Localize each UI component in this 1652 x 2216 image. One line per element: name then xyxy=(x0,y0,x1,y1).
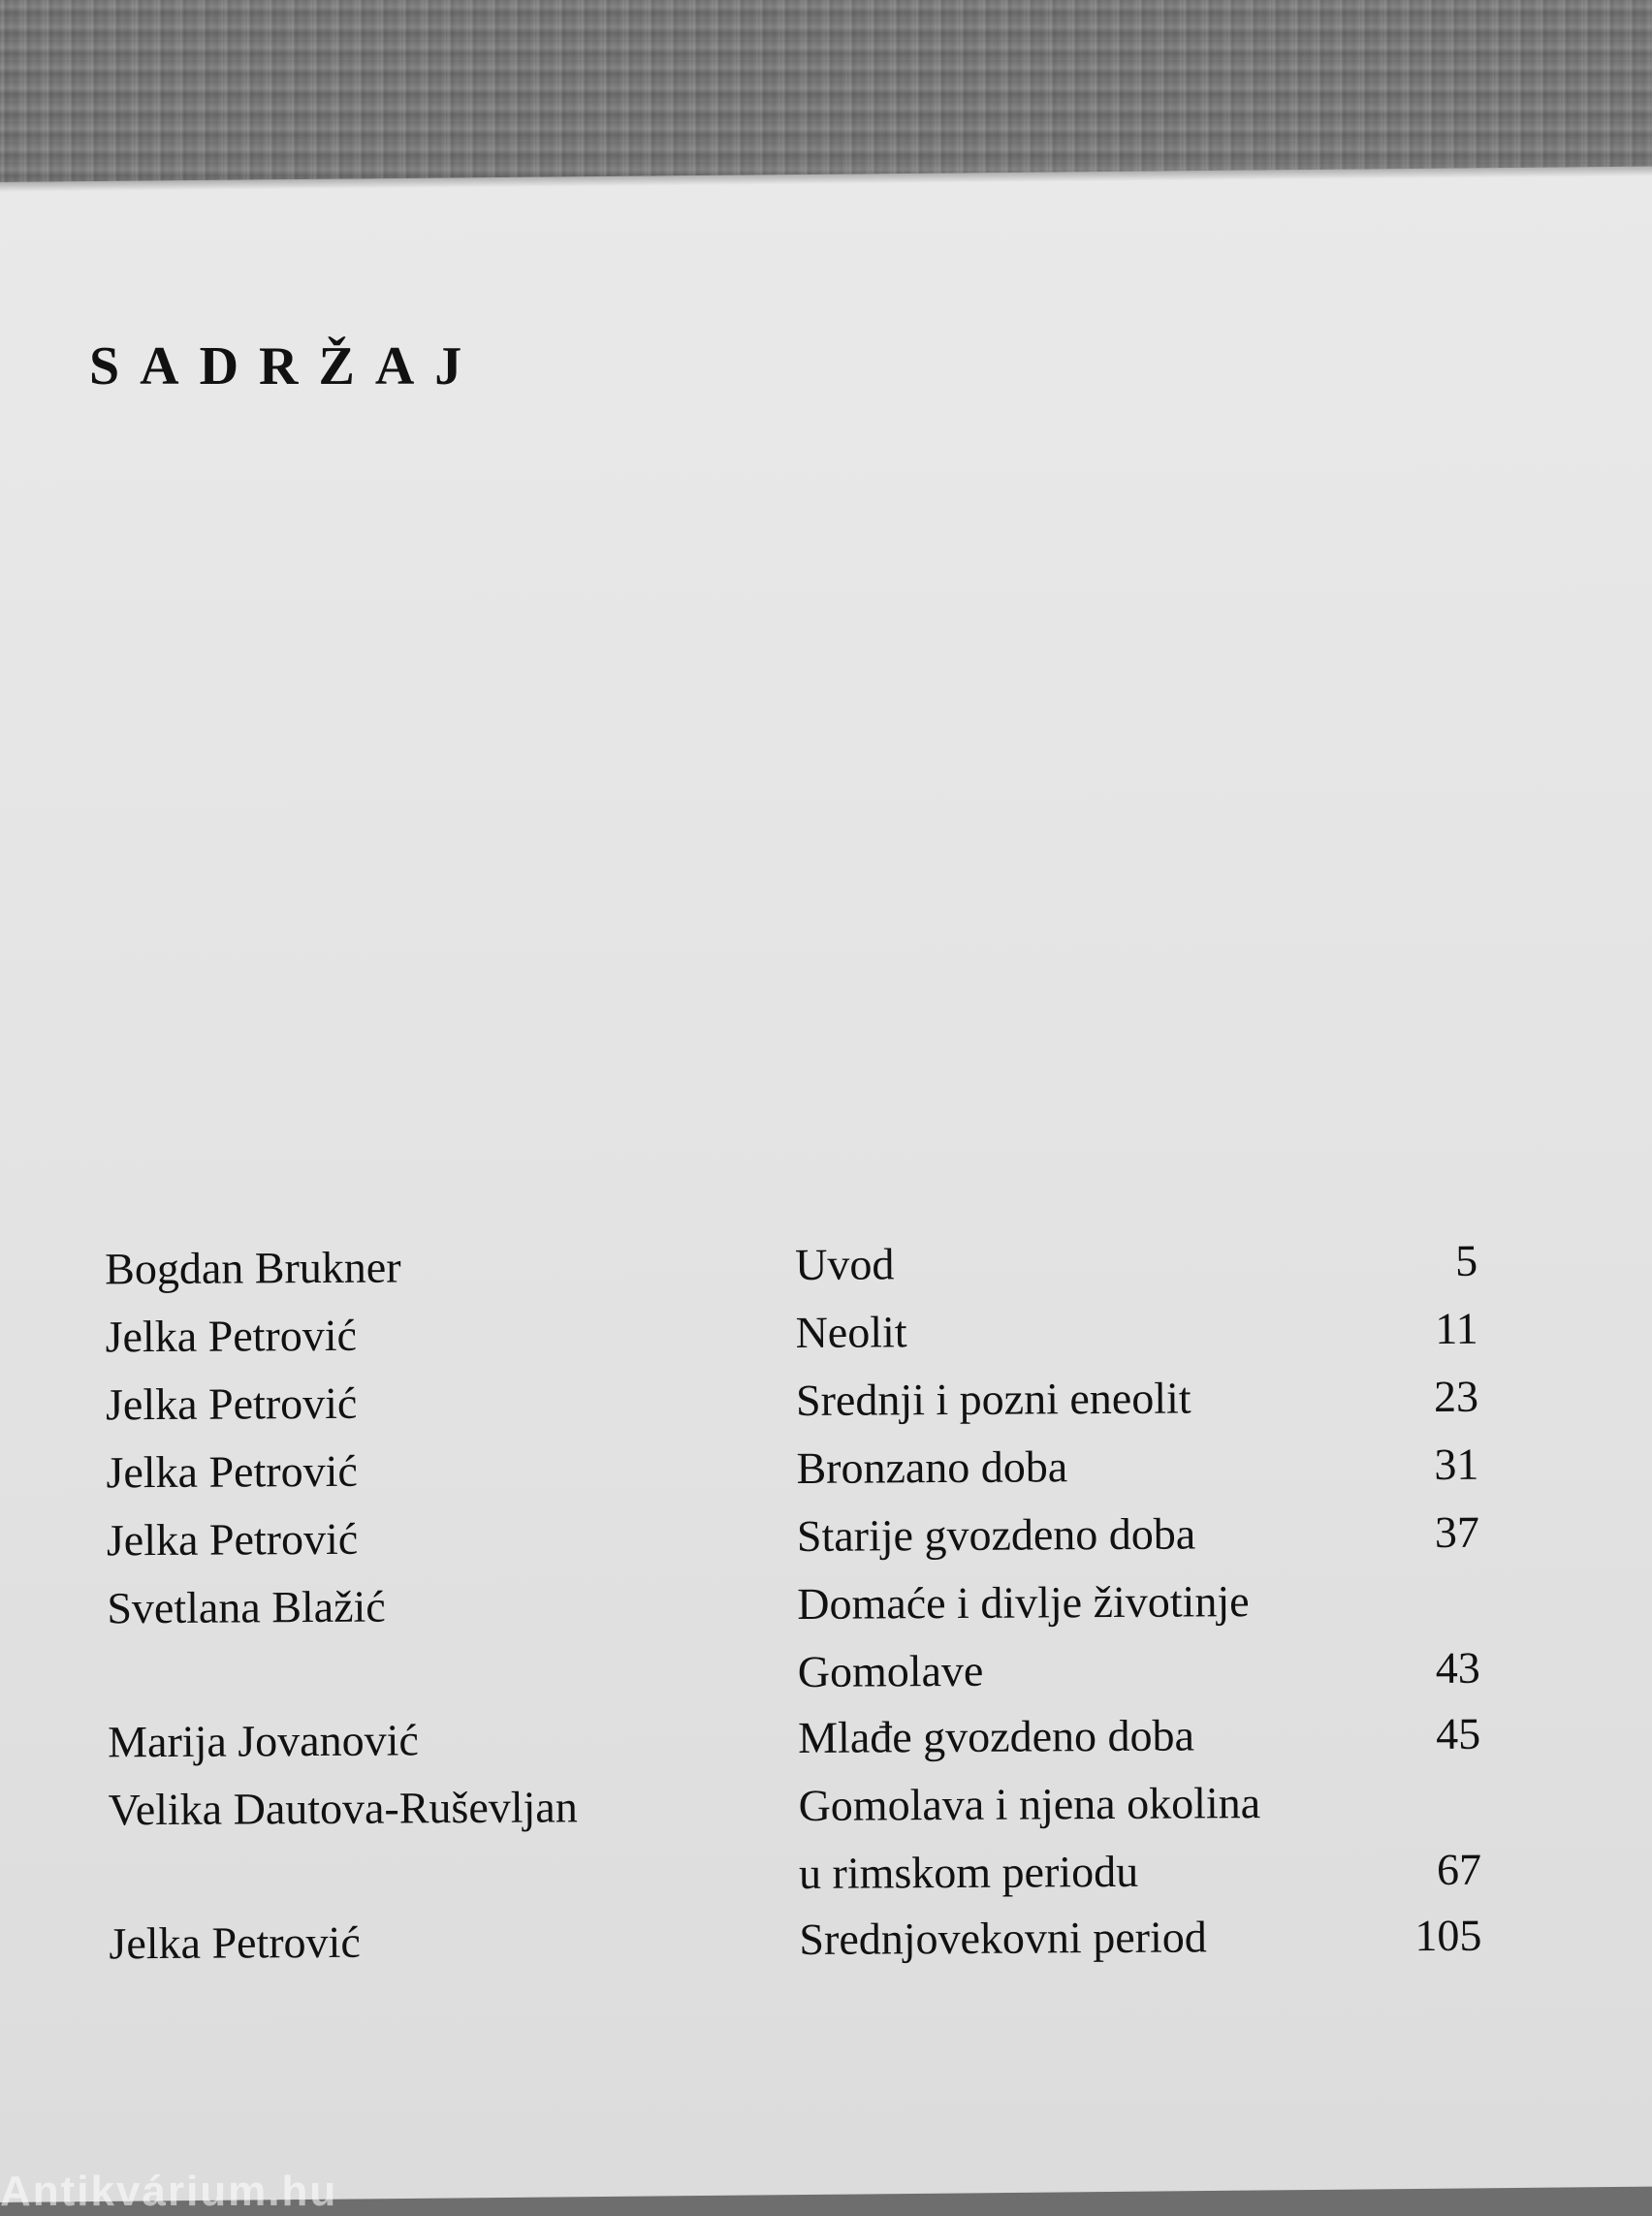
toc-chapter-title-continued: Gomolave xyxy=(797,1645,984,1696)
toc-author: Jelka Petrović xyxy=(106,1513,359,1566)
toc-author: Jelka Petrović xyxy=(105,1377,358,1430)
toc-chapter-title: Gomolava i njena okolina xyxy=(798,1778,1261,1830)
toc-entry xyxy=(4,1901,1652,1979)
watermark: Antikvárium.hu xyxy=(0,2168,338,2215)
toc-entry xyxy=(0,1226,1652,1304)
toc-entry xyxy=(0,1294,1652,1372)
toc-entry-continuation xyxy=(4,1835,1652,1911)
toc-chapter-title: Neolit xyxy=(795,1307,907,1357)
toc-chapter-title: Uvod xyxy=(795,1239,895,1289)
toc-entry xyxy=(3,1767,1652,1845)
toc-author: Jelka Petrović xyxy=(105,1310,358,1362)
toc-page-number: 45 xyxy=(1436,1708,1481,1758)
toc-chapter-title: Domaće i divlje životinje xyxy=(797,1576,1250,1629)
toc-chapter-title: Bronzano doba xyxy=(796,1441,1068,1493)
toc-entry xyxy=(2,1498,1652,1575)
toc-entry xyxy=(1,1430,1652,1507)
toc-author: Svetlana Blažić xyxy=(107,1581,386,1633)
toc-page-number: 11 xyxy=(1435,1303,1478,1353)
toc-author: Marija Jovanović xyxy=(108,1715,419,1767)
table-of-contents xyxy=(0,1226,1652,1979)
toc-entry-continuation xyxy=(3,1633,1652,1709)
toc-entry xyxy=(2,1566,1652,1643)
toc-chapter-title: Srednji i pozni eneolit xyxy=(795,1373,1191,1425)
toc-author: Jelka Petrović xyxy=(109,1916,361,1969)
toc-entry xyxy=(1,1362,1652,1440)
toc-author: Jelka Petrović xyxy=(106,1445,358,1498)
toc-page-number: 37 xyxy=(1434,1506,1480,1557)
toc-author: Bogdan Brukner xyxy=(105,1242,401,1294)
page-title: SADRŽAJ xyxy=(89,336,483,396)
toc-page-number: 43 xyxy=(1435,1642,1480,1693)
toc-page-number: 67 xyxy=(1436,1844,1482,1894)
toc-page-number: 105 xyxy=(1414,1910,1482,1961)
toc-page-number: 5 xyxy=(1455,1235,1478,1285)
toc-page-number: 23 xyxy=(1433,1371,1479,1421)
toc-entry xyxy=(3,1699,1652,1777)
toc-chapter-title: Starije gvozdeno doba xyxy=(796,1508,1196,1561)
toc-chapter-title-continued: u rimskom periodu xyxy=(798,1846,1139,1898)
toc-author: Velika Dautova-Ruševljan xyxy=(108,1782,578,1835)
toc-page-number: 31 xyxy=(1434,1439,1479,1489)
toc-chapter-title: Mlađe gvozdeno doba xyxy=(798,1710,1195,1762)
toc-chapter-title: Srednjovekovni period xyxy=(799,1912,1207,1964)
